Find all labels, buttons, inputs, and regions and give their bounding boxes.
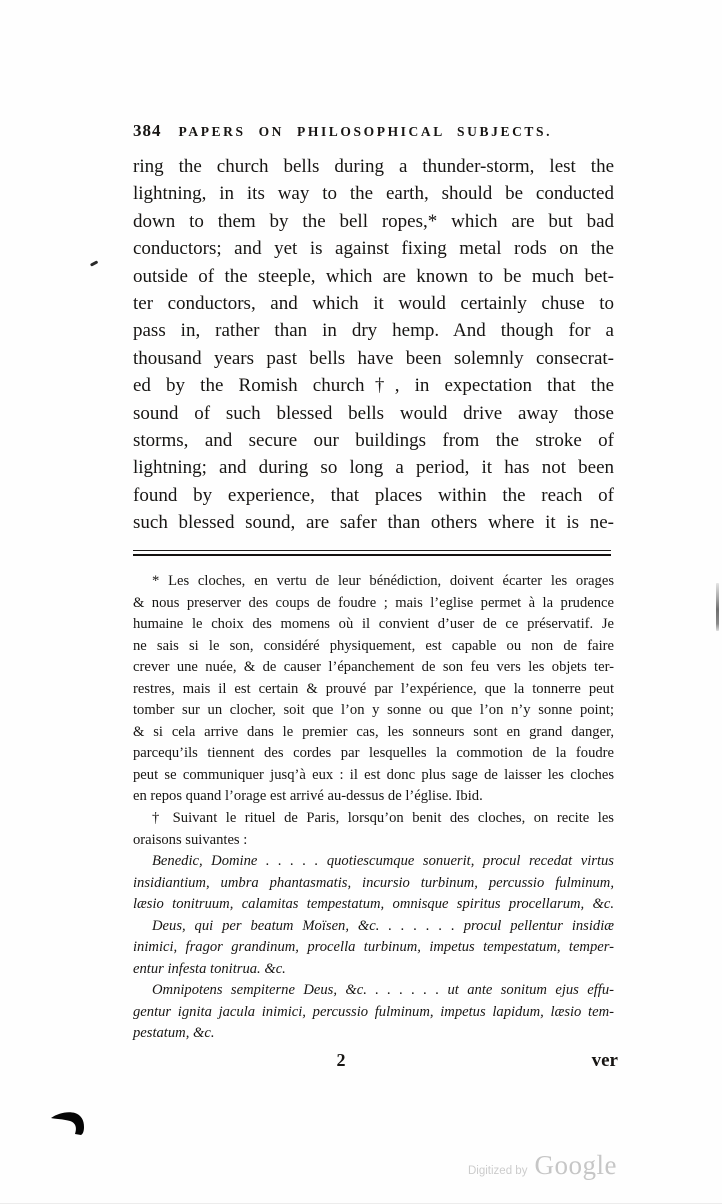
footnote-line: pestatum, &c. bbox=[133, 1025, 215, 1042]
body-text-line: ring the church bells during a thunder-storm, lest the bbox=[133, 156, 614, 177]
page-header bbox=[133, 121, 614, 141]
catchword: ver bbox=[591, 1050, 618, 1071]
footnote-line: humaine le choix des momens où il convient d’user de ce préservatif. Je bbox=[133, 616, 614, 633]
body-text-line: outside of the steeple, which are known to be much bet- bbox=[133, 265, 614, 287]
body-text-line: such blessed sound, are safer than others where it is ne- bbox=[133, 512, 614, 534]
footnote-line: Deus, qui per beatum Moïsen, &c. . . . . . . procul pellentur insidiæ bbox=[152, 917, 614, 934]
body-text-line: pass in, rather than in dry hemp. And though for a bbox=[133, 320, 614, 342]
page-number: 384 bbox=[133, 121, 162, 140]
page-edge-artifact bbox=[716, 583, 719, 631]
footnote-line: † Suivant le rituel de Paris, lorsqu’on benit des cloches, on recite les bbox=[152, 810, 614, 827]
footnote-line: crever une nuée, & de causer l’épanchement de son feu vers les objets ter- bbox=[133, 659, 614, 676]
watermark bbox=[468, 1150, 617, 1181]
footnote-rule bbox=[133, 550, 611, 556]
body-text-line: ed by the Romish church†, in expectation that the bbox=[133, 375, 614, 397]
signature-mark: 2 bbox=[336, 1050, 346, 1070]
footnote-line: parcequ’ils tiennent des cordes par lesquelles la commotion de la foudre bbox=[133, 745, 614, 762]
footnote-line: gentur ignita jacula inimici, percussio fulminum, impetus lapidum, læsio tem- bbox=[133, 1003, 614, 1020]
footnote-line: restres, mais il est certain & prouvé par l’expérience, que la tonnerre peut bbox=[133, 680, 614, 697]
body-text-line: sound of such blessed bells would drive away those bbox=[133, 402, 614, 424]
footnote-line: Omnipotens sempiterne Deus, &c. . . . . . . ut ante sonitum ejus effu- bbox=[152, 982, 614, 999]
body-text-line: conductors; and yet is against fixing metal rods on the bbox=[133, 238, 614, 260]
body-text-line: thousand years past bells have been solemnly consecrat- bbox=[133, 347, 614, 369]
footnote-line: ne sais si le son, considéré physiquement, est capable ou non de faire bbox=[133, 637, 614, 654]
ink-blot-artifact bbox=[50, 1110, 90, 1138]
footnote-line: & nous preserver des coups de foudre ; mais l’eglise permet à la prudence bbox=[133, 594, 614, 611]
body-text-line: ter conductors, and which it would certainly chuse to bbox=[133, 292, 614, 314]
footnote-line: peut se communiquer jusq’à eux : il est donc plus sage de laisser les cloches bbox=[133, 766, 614, 783]
watermark-prefix: Digitized by bbox=[468, 1165, 528, 1177]
body-text-line: down to them by the bell ropes,* which are but bad bbox=[133, 210, 614, 232]
running-title: PAPERS ON PHILOSOPHICAL SUBJECTS. bbox=[178, 124, 553, 139]
body-text-line: lightning, in its way to the earth, should be conducted bbox=[133, 183, 614, 205]
footnote-line: læsio tonitruum, calamitas tempestatum, omnisque spiritus procellarum, &c. bbox=[133, 896, 614, 913]
body-text-line: lightning; and during so long a period, it has not been bbox=[133, 457, 614, 479]
margin-tick-artifact bbox=[90, 260, 98, 266]
footnote-line: & si cela arrive dans le premier cas, les sonneurs sont en grand danger, bbox=[133, 723, 614, 740]
footnote-line: * Les cloches, en vertu de leur bénédiction, doivent écarter les orages bbox=[152, 573, 614, 589]
footnote-line: Benedic, Domine . . . . . quotiescumque sonuerit, procul recedat virtus bbox=[152, 853, 614, 870]
body-text-line: found by experience, that places within the reach of bbox=[133, 484, 614, 506]
body-text-block bbox=[133, 153, 614, 536]
footnotes-block bbox=[133, 571, 614, 1045]
body-text-line: storms, and secure our buildings from the stroke of bbox=[133, 429, 614, 451]
google-logo: Google bbox=[534, 1150, 617, 1180]
footnote-line: tomber sur un clocher, soit que l’on y sonne ou que l’on n’y sonne point; bbox=[133, 702, 614, 719]
footnote-line: oraisons suivantes : bbox=[133, 831, 248, 848]
footnote-line: entur infesta tonitrua. &c. bbox=[133, 960, 286, 977]
footnote-line: insidiantium, umbra phantasmatis, incursio turbinum, percussio fulminum, bbox=[133, 874, 614, 891]
footnote-line: en repos quand l’orage est arrivé au-dessus de l’église. Ibid. bbox=[133, 788, 483, 805]
footnote-line: inimici, fragor grandinum, procella turbinum, impetus tempestatum, temper- bbox=[133, 939, 614, 956]
